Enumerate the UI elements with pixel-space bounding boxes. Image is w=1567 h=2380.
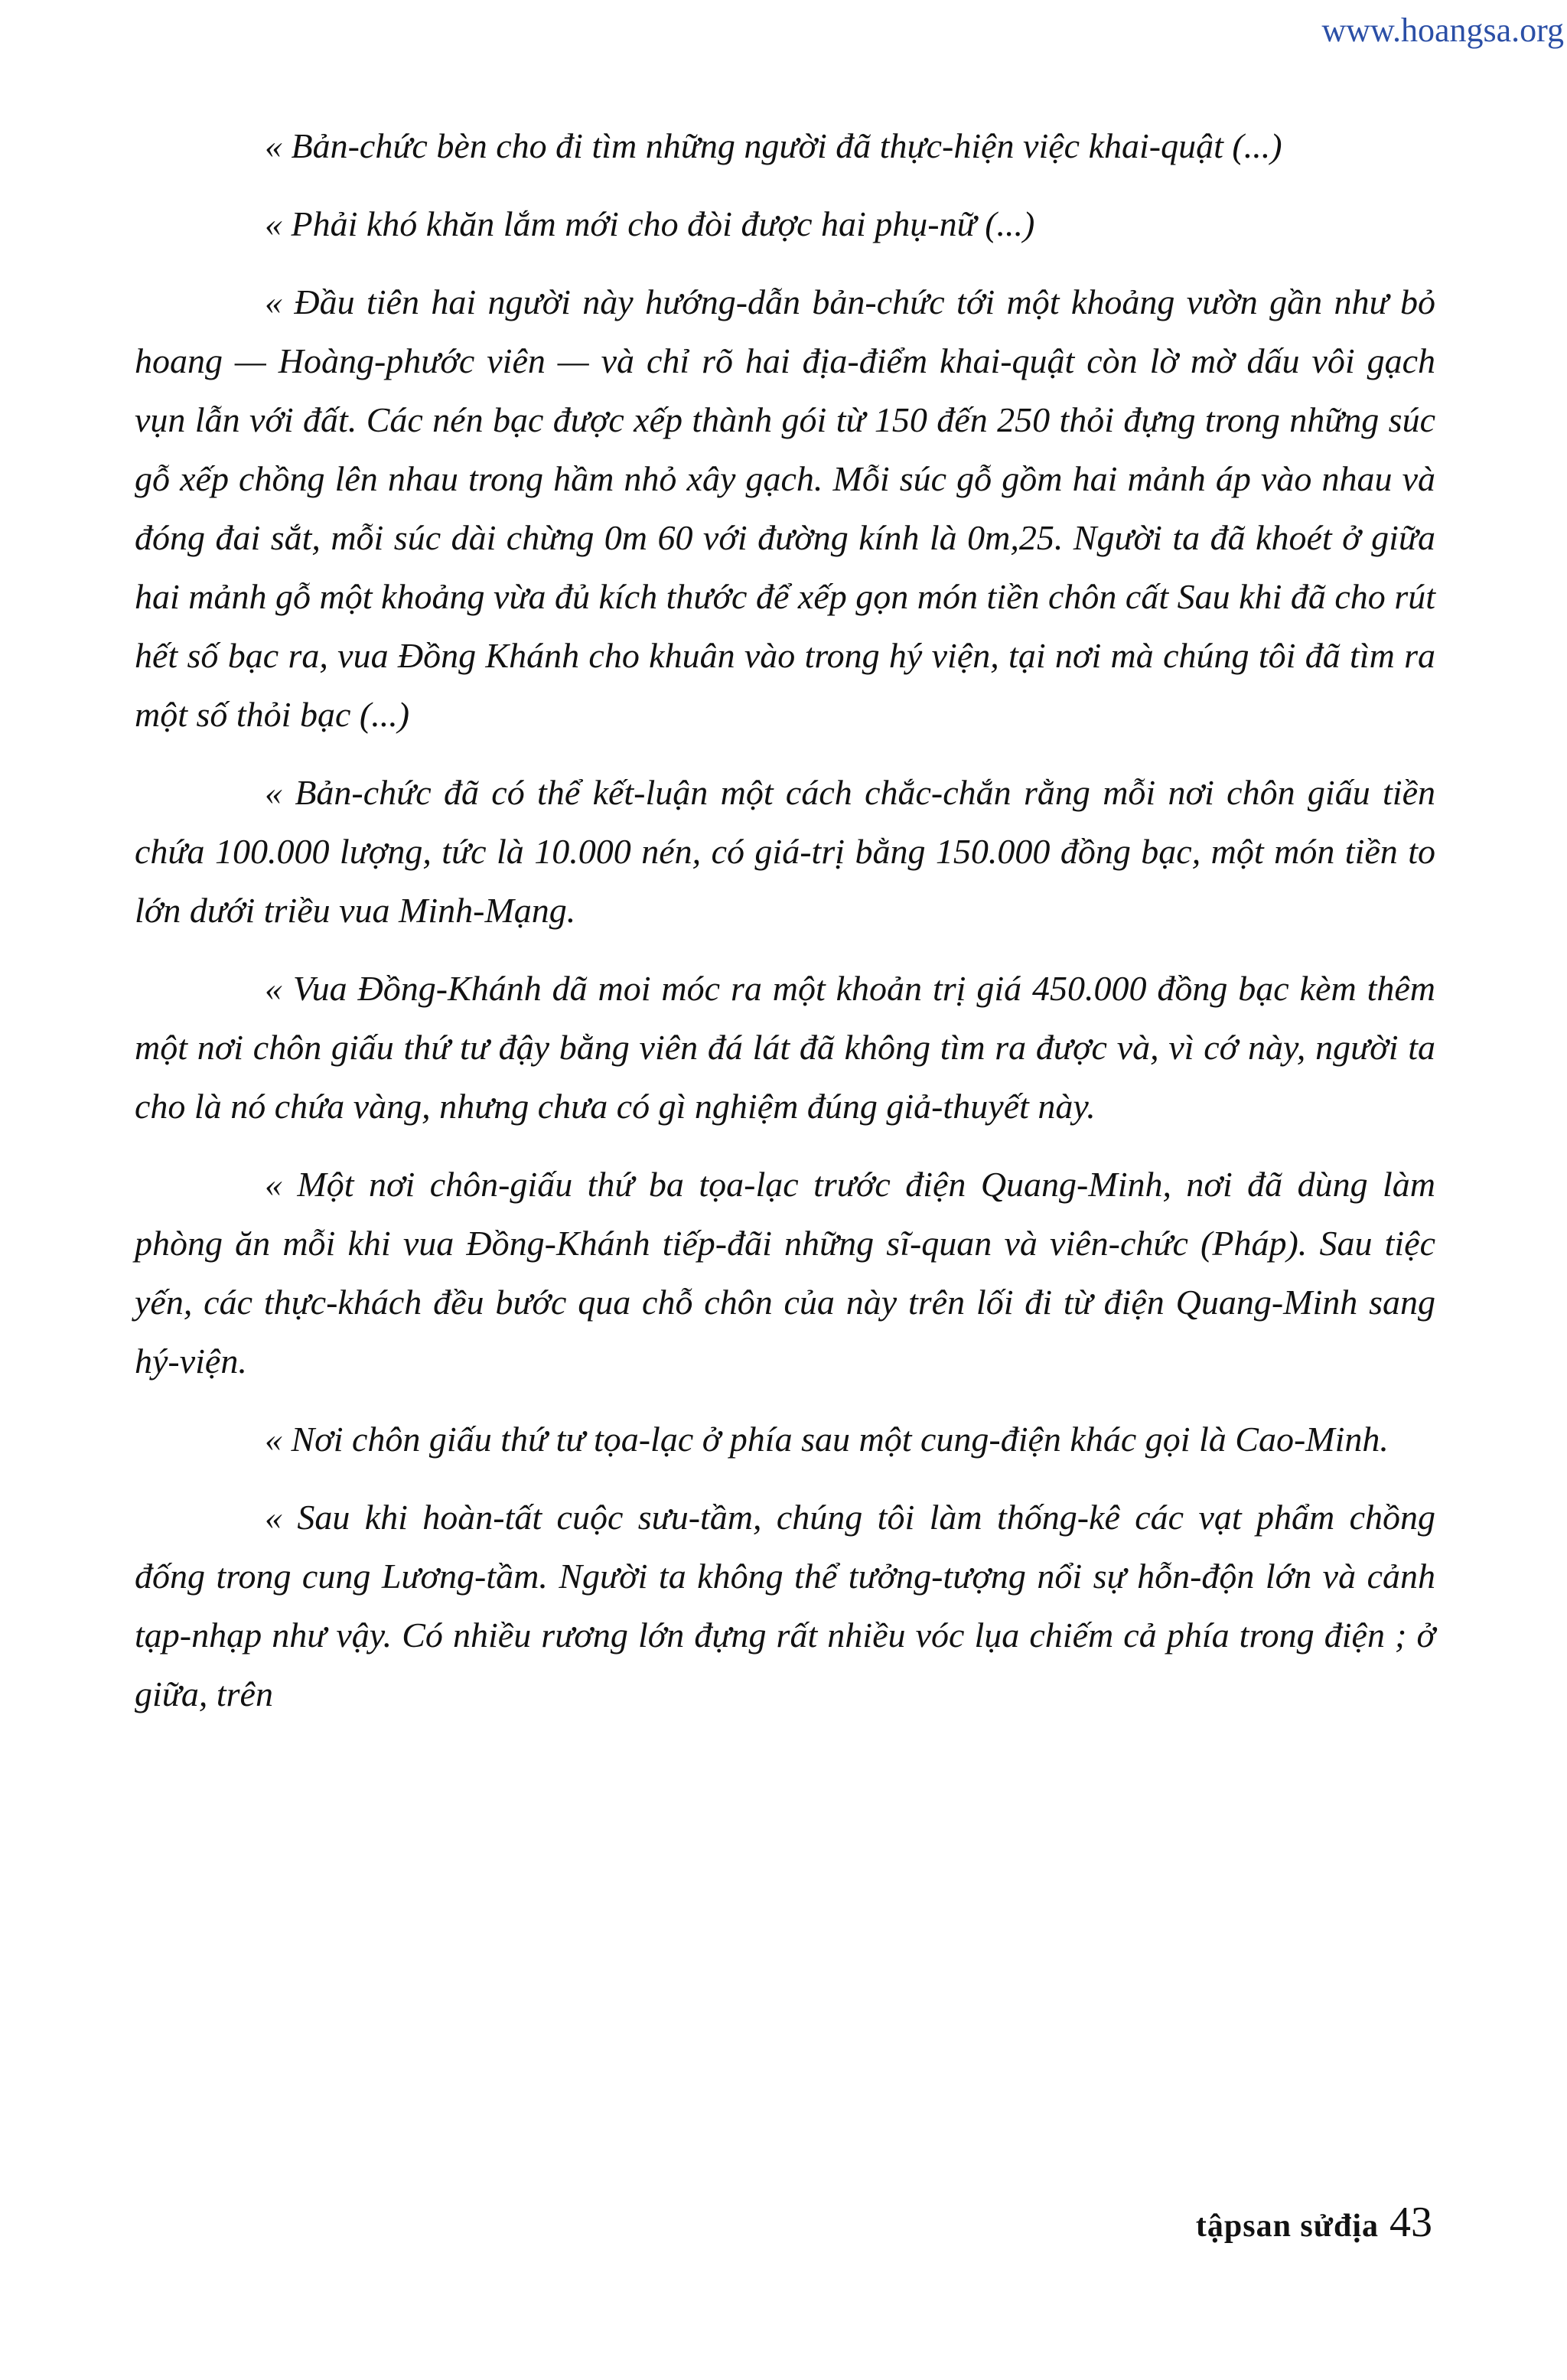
paragraph-3: « Đầu tiên hai người này hướng-dẫn bản-chức tới một khoảng vườn gần như bỏ hoang — Hoàng-phước viên — và chỉ rõ hai địa-điểm khai-quật còn lờ mờ dấu vôi gạch vụn lẫn với đất. Các nén bạc được xếp thành gói từ 150 đến 250 thỏi đựng trong những súc gỗ xếp chồng lên nhau trong hầm nhỏ xây gạch. Mỗi súc gỗ gồm hai mảnh áp vào nhau và đóng đai sắt, mỗi súc dài chừng 0m 60 với đường kính là 0m,25. Người ta đã khoét ở giữa hai mảnh gỗ một khoảng vừa đủ kích thước để xếp gọn món tiền chôn cất Sau khi đã cho rút hết số bạc ra, vua Đồng Khánh cho khuân vào trong hý viện, tại nơi mà chúng tôi đã tìm ra một số thỏi bạc (...) — [135, 282, 1435, 734]
page-number: 43 — [1389, 2199, 1432, 2246]
paragraph-5: « Vua Đồng-Khánh dã moi móc ra một khoản trị giá 450.000 đồng bạc kèm thêm một nơi chôn giấu thứ tư đậy bằng viên đá lát đã không tìm ra được và, vì cớ này, người ta cho là nó chứa vàng, nhưng chưa có gì nghiệm đúng giả-thuyết này. — [135, 969, 1435, 1126]
paragraph-2: « Phải khó khăn lắm mới cho đòi được hai phụ-nữ (...) — [265, 204, 1035, 243]
paragraph-6: « Một nơi chôn-giấu thứ ba tọa-lạc trước điện Quang-Minh, nơi đã dùng làm phòng ăn mỗi khi vua Đồng-Khánh tiếp-đãi những sĩ-quan và viên-chức (Pháp). Sau tiệc yến, các thực-khách đều bước qua chỗ chôn của này trên lối đi từ điện Quang-Minh sang hý-viện. — [135, 1165, 1435, 1381]
paragraph-1: « Bản-chức bèn cho đi tìm những người đã thực-hiện việc khai-quật (...) — [265, 126, 1282, 165]
publication-title: tậpsan sửđịa — [1195, 2209, 1379, 2244]
paragraph-7: « Nơi chôn giấu thứ tư tọa-lạc ở phía sau một cung-điện khác gọi là Cao-Minh. — [265, 1420, 1389, 1459]
paragraph-8: « Sau khi hoàn-tất cuộc sưu-tầm, chúng tôi làm thống-kê các vạt phẩm chồng đống trong cung Lương-tầm. Người ta không thể tưởng-tượng nổi sự hỗn-độn lớn và cảnh tạp-nhạp như vậy. Có nhiều rương lớn đựng rất nhiều vóc lụa chiếm cả phía trong điện ; ở giữa, trên — [135, 1498, 1435, 1713]
paragraph-4: « Bản-chức đã có thể kết-luận một cách chắc-chắn rằng mỗi nơi chôn giấu tiền chứa 100.000 lượng, tức là 10.000 nén, có giá-trị bằng 150.000 đồng bạc, một món tiền to lớn dưới triều vua Minh-Mạng. — [135, 773, 1435, 930]
page-footer — [1196, 2198, 1432, 2247]
website-link[interactable]: www.hoangsa.org — [1321, 11, 1564, 49]
article-body — [135, 116, 1435, 1743]
